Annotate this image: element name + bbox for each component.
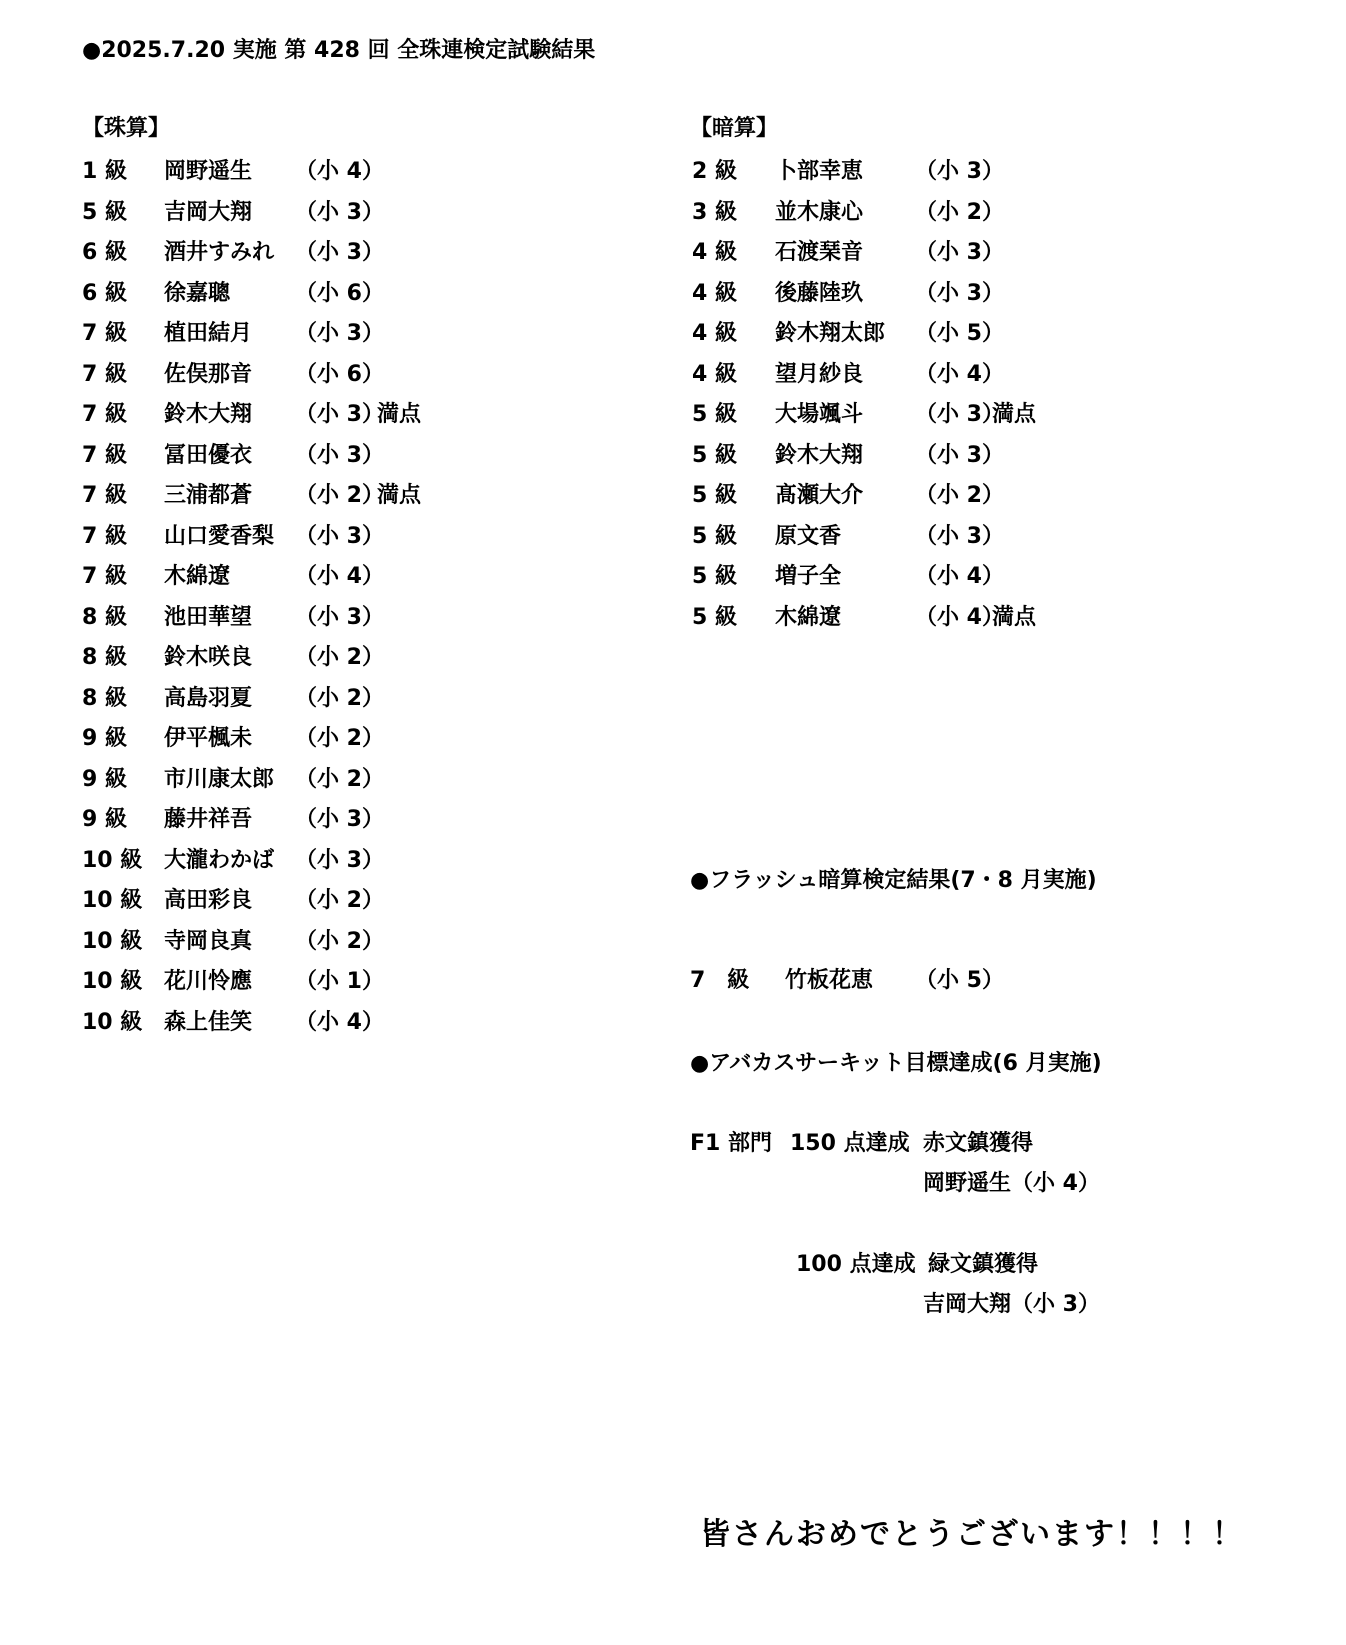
soroban-row — [82, 319, 642, 349]
anzan-grade: 4 級 — [692, 240, 737, 265]
soroban-row — [82, 522, 642, 552]
anzan-grade: 5 級 — [692, 564, 737, 589]
soroban-row — [82, 238, 642, 268]
soroban-grade: 7 級 — [82, 442, 127, 468]
soroban-name: 吉岡大翔 — [164, 199, 253, 225]
circuit-award-2-points: 100 点達成 — [796, 1252, 916, 1277]
soroban-name: 佐俣那音 — [164, 361, 253, 387]
anzan-grade-school: （小 4） — [915, 604, 1004, 630]
soroban-grade: 6 級 — [82, 240, 127, 265]
anzan-name: 原文香 — [775, 523, 842, 549]
anzan-grade-school: （小 5） — [915, 321, 1004, 346]
soroban-grade-school: （小 3） — [295, 402, 384, 427]
soroban-name: 山口愛香梨 — [164, 523, 275, 549]
anzan-row — [692, 360, 1252, 390]
soroban-row — [82, 967, 642, 997]
soroban-grade-school: （小 4） — [295, 159, 384, 184]
soroban-name: 市川康太郎 — [164, 766, 275, 792]
soroban-grade-school: （小 1） — [295, 969, 384, 994]
anzan-name: 卜部幸恵 — [775, 159, 864, 184]
soroban-name: 三浦都蒼 — [164, 483, 253, 508]
anzan-grade: 5 級 — [692, 523, 737, 549]
soroban-row — [82, 765, 642, 795]
soroban-row — [82, 927, 642, 957]
soroban-grade: 10 級 — [82, 969, 143, 994]
anzan-grade-school: （小 2） — [915, 199, 1004, 225]
anzan-row — [692, 157, 1252, 187]
anzan-name: 木綿遼 — [775, 604, 842, 630]
soroban-grade-school: （小 2） — [295, 645, 384, 670]
soroban-grade-school: （小 3） — [295, 321, 384, 346]
soroban-grade: 1 級 — [82, 159, 127, 184]
soroban-grade: 9 級 — [82, 766, 127, 792]
anzan-note: 満点 — [992, 604, 1037, 630]
anzan-note: 満点 — [992, 402, 1037, 427]
page-title: ●2025.7.20 実施 第 428 回 全珠連検定試験結果 — [82, 38, 596, 63]
soroban-grade-school: （小 2） — [295, 766, 384, 792]
soroban-grade: 7 級 — [82, 321, 127, 346]
soroban-grade-school: （小 3） — [295, 604, 384, 630]
soroban-grade-school: （小 6） — [295, 361, 384, 387]
soroban-row — [82, 279, 642, 309]
soroban-name: 鈴木大翔 — [164, 402, 253, 427]
soroban-name: 森上佳笑 — [164, 1009, 253, 1035]
anzan-name: 髙瀬大介 — [775, 483, 864, 508]
soroban-name: 大瀧わかば — [164, 847, 275, 873]
soroban-grade-school: （小 3） — [295, 240, 384, 265]
soroban-name: 岡野遥生 — [164, 159, 253, 184]
anzan-row — [692, 319, 1252, 349]
circuit-award-2-winner: 吉岡大翔（小 3） — [923, 1292, 1100, 1317]
anzan-row — [692, 481, 1252, 511]
anzan-row — [692, 400, 1252, 430]
anzan-grade: 5 級 — [692, 442, 737, 468]
anzan-name: 増子全 — [775, 564, 842, 589]
soroban-name: 伊平楓未 — [164, 726, 253, 751]
soroban-note: 満点 — [377, 483, 422, 508]
soroban-name: 寺岡良真 — [164, 928, 253, 954]
anzan-grade: 3 級 — [692, 199, 737, 225]
soroban-grade-school: （小 6） — [295, 280, 384, 306]
soroban-name: 池田華望 — [164, 604, 253, 630]
soroban-grade-school: （小 2） — [295, 928, 384, 954]
soroban-grade-school: （小 3） — [295, 807, 384, 832]
soroban-name: 酒井すみれ — [164, 240, 275, 265]
soroban-name: 冨田優衣 — [164, 442, 253, 468]
flash-grade: 7 級 — [690, 968, 750, 993]
anzan-grade: 4 級 — [692, 321, 737, 346]
soroban-row — [82, 643, 642, 673]
soroban-grade-school: （小 2） — [295, 888, 384, 913]
soroban-grade-school: （小 2） — [295, 483, 384, 508]
anzan-grade-school: （小 3） — [915, 523, 1004, 549]
soroban-grade: 7 級 — [82, 523, 127, 549]
soroban-name: 植田結月 — [164, 321, 253, 346]
soroban-row — [82, 481, 642, 511]
soroban-grade-school: （小 3） — [295, 442, 384, 468]
circuit-award-1-prize: 赤文鎮獲得 — [923, 1131, 1034, 1156]
anzan-name: 石渡琹音 — [775, 240, 864, 265]
flash-grade-school: （小 5） — [915, 968, 1004, 993]
flash-name: 竹板花恵 — [785, 968, 874, 993]
soroban-name: 徐嘉聰 — [164, 280, 231, 306]
soroban-grade: 8 級 — [82, 645, 127, 670]
anzan-grade: 2 級 — [692, 159, 737, 184]
soroban-grade-school: （小 4） — [295, 1009, 384, 1035]
soroban-name: 藤井祥吾 — [164, 807, 253, 832]
soroban-row — [82, 441, 642, 471]
circuit-award-1-points: 150 点達成 — [790, 1131, 910, 1156]
anzan-row — [692, 522, 1252, 552]
soroban-grade: 8 級 — [82, 604, 127, 630]
anzan-name: 後藤陸玖 — [775, 280, 864, 306]
anzan-name: 並木康心 — [775, 199, 864, 225]
soroban-row — [82, 562, 642, 592]
anzan-name: 望月紗良 — [775, 361, 864, 387]
anzan-row — [692, 238, 1252, 268]
anzan-grade-school: （小 3） — [915, 159, 1004, 184]
anzan-row — [692, 279, 1252, 309]
soroban-grade: 10 級 — [82, 888, 143, 913]
soroban-grade-school: （小 3） — [295, 847, 384, 873]
anzan-grade-school: （小 4） — [915, 564, 1004, 589]
soroban-grade-school: （小 3） — [295, 523, 384, 549]
soroban-row — [82, 724, 642, 754]
soroban-grade: 8 級 — [82, 685, 127, 711]
anzan-name: 大場颯斗 — [775, 402, 864, 427]
anzan-grade: 5 級 — [692, 604, 737, 630]
soroban-grade: 9 級 — [82, 807, 127, 832]
soroban-row — [82, 400, 642, 430]
anzan-grade: 4 級 — [692, 361, 737, 387]
anzan-grade-school: （小 4） — [915, 361, 1004, 387]
anzan-name: 鈴木大翔 — [775, 442, 864, 468]
soroban-grade: 7 級 — [82, 361, 127, 387]
soroban-name: 高島羽夏 — [164, 685, 253, 711]
circuit-award-2-prize: 緑文鎮獲得 — [928, 1252, 1039, 1277]
soroban-grade-school: （小 3） — [295, 199, 384, 225]
anzan-grade-school: （小 2） — [915, 483, 1004, 508]
circuit-division: F1 部門 — [690, 1131, 772, 1156]
anzan-grade-school: （小 3） — [915, 280, 1004, 306]
soroban-note: 満点 — [377, 402, 422, 427]
soroban-grade: 10 級 — [82, 928, 143, 954]
soroban-name: 鈴木咲良 — [164, 645, 253, 670]
circuit-award-1-winner: 岡野遥生（小 4） — [923, 1171, 1100, 1196]
soroban-heading: 【珠算】 — [82, 116, 171, 141]
soroban-row — [82, 157, 642, 187]
anzan-heading: 【暗算】 — [690, 116, 779, 141]
anzan-row — [692, 562, 1252, 592]
soroban-grade: 9 級 — [82, 726, 127, 751]
soroban-grade-school: （小 4） — [295, 564, 384, 589]
anzan-grade-school: （小 3） — [915, 442, 1004, 468]
anzan-row — [692, 441, 1252, 471]
anzan-row — [692, 603, 1252, 633]
soroban-grade-school: （小 2） — [295, 685, 384, 711]
soroban-row — [82, 360, 642, 390]
circuit-heading: ●アバカスサーキット目標達成(6 月実施) — [690, 1051, 1102, 1076]
soroban-grade: 10 級 — [82, 1009, 143, 1035]
soroban-row — [82, 846, 642, 876]
soroban-grade: 6 級 — [82, 280, 127, 306]
soroban-name: 木綿遼 — [164, 564, 231, 589]
flash-heading: ●フラッシュ暗算検定結果(7・8 月実施) — [690, 868, 1097, 893]
soroban-row — [82, 886, 642, 916]
soroban-row — [82, 198, 642, 228]
soroban-row — [82, 684, 642, 714]
soroban-grade: 7 級 — [82, 402, 127, 427]
soroban-row — [82, 805, 642, 835]
soroban-row — [82, 603, 642, 633]
anzan-row — [692, 198, 1252, 228]
soroban-grade: 7 級 — [82, 564, 127, 589]
soroban-grade: 10 級 — [82, 847, 143, 873]
soroban-grade-school: （小 2） — [295, 726, 384, 751]
anzan-grade-school: （小 3） — [915, 240, 1004, 265]
anzan-grade: 4 級 — [692, 280, 737, 306]
soroban-row — [82, 1008, 642, 1038]
soroban-grade: 5 級 — [82, 199, 127, 225]
congratulations-message: 皆さんおめでとうございます！！！！ — [700, 1517, 1244, 1552]
soroban-name: 花川怜應 — [164, 969, 253, 994]
anzan-grade: 5 級 — [692, 402, 737, 427]
flash-result-row — [690, 966, 1190, 996]
soroban-name: 高田彩良 — [164, 888, 253, 913]
soroban-grade: 7 級 — [82, 483, 127, 508]
anzan-grade-school: （小 3） — [915, 402, 1004, 427]
anzan-grade: 5 級 — [692, 483, 737, 508]
anzan-name: 鈴木翔太郎 — [775, 321, 886, 346]
